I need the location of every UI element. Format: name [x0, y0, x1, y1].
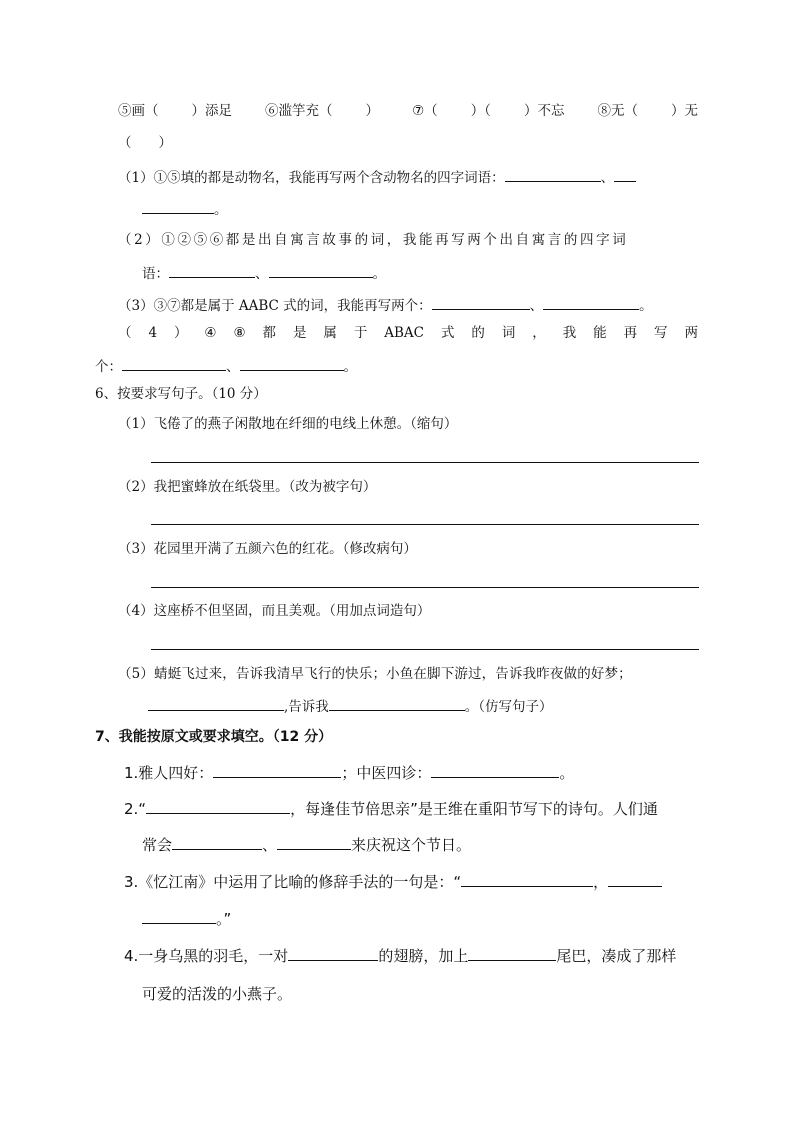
question-7-4-cont: 可爱的活泼的小燕子。 — [142, 985, 293, 1003]
q4-token: 写 — [654, 325, 668, 341]
question-5-1-text: （1）①⑤填的都是动物名，我能再写两个含动物名的四字词语： — [118, 170, 505, 186]
period: 。 — [639, 298, 653, 314]
question-6-3: （3）花园里开满了五颜六色的红花。（修改病句） — [118, 541, 417, 557]
period: 。 — [372, 266, 386, 282]
q4-token: ， — [532, 325, 546, 341]
question-7-2-e: 来庆祝这个节日。 — [351, 836, 472, 854]
answer-blank[interactable] — [288, 945, 378, 961]
answer-blank[interactable] — [142, 908, 216, 924]
answer-blank[interactable] — [432, 294, 530, 310]
q4-token: 我 — [562, 325, 577, 341]
answer-blank[interactable] — [172, 834, 262, 850]
period: 。 — [343, 359, 357, 375]
question-7-4-b: 的翅膀，加上 — [378, 947, 469, 965]
separator: 、 — [600, 170, 615, 186]
question-7-2-d: 、 — [262, 836, 278, 854]
idiom-5-start: ⑤画（ — [118, 103, 159, 119]
separator: 、 — [226, 359, 240, 375]
answer-blank[interactable] — [277, 834, 351, 850]
question-6-5-end: 。（仿写句子） — [464, 699, 553, 715]
q4-token: ④ — [204, 325, 217, 341]
q4-token: 式 — [440, 325, 455, 341]
idiom-8-blank: （ ） — [118, 135, 172, 151]
answer-blank[interactable] — [461, 871, 593, 887]
question-7-1 — [124, 762, 574, 783]
q4-token: 4 — [148, 325, 158, 341]
answer-blank[interactable] — [468, 945, 556, 961]
answer-blank[interactable] — [614, 166, 636, 182]
question-7-1-a: 1.雅人四好： — [124, 764, 214, 782]
answer-blank[interactable] — [431, 762, 559, 778]
idiom-8-end: ）无 — [670, 103, 698, 119]
question-7-4-a: 4.一身乌黑的羽毛，一对 — [124, 947, 289, 965]
question-7-2-b: ，每逢佳节倍思亲”是王维在重阳节写下的诗句。人们通 — [290, 800, 658, 818]
answer-blank[interactable] — [148, 695, 284, 711]
idiom-row — [118, 101, 698, 121]
answer-blank[interactable] — [142, 198, 214, 214]
question-7-4 — [124, 945, 676, 966]
q4-token: （ — [118, 325, 132, 341]
question-7-2-cont — [142, 834, 471, 855]
question-7-1-c: 。 — [559, 764, 575, 782]
idiom-8-start: ⑧无（ — [597, 103, 638, 119]
period: 。 — [214, 202, 228, 218]
question-5-1-cont — [142, 198, 228, 220]
question-7-2-c: 常会 — [142, 836, 173, 854]
q4-token: ） — [173, 325, 188, 341]
answer-blank[interactable] — [329, 695, 465, 711]
question-6-5-mid: ,告诉我 — [284, 699, 329, 715]
section-7-title: 7、我能按原文或要求填空。（12 分） — [95, 729, 333, 745]
question-6-4: （4）这座桥不但坚固，而且美观。（用加点词造句） — [118, 603, 431, 619]
question-7-3-b: ， — [593, 873, 609, 891]
question-5-4-label: 个： — [95, 359, 122, 375]
q4-token: 属 — [323, 325, 337, 341]
answer-blank[interactable] — [505, 166, 601, 182]
idiom-6-end: ） — [365, 103, 380, 119]
answer-blank[interactable] — [122, 355, 226, 371]
answer-blank[interactable] — [269, 262, 373, 278]
answer-line[interactable] — [151, 524, 699, 525]
q4-token: 是 — [292, 325, 307, 341]
q4-token: 能 — [593, 325, 607, 341]
question-7-2 — [124, 798, 658, 819]
answer-blank[interactable] — [169, 262, 255, 278]
answer-line[interactable] — [151, 649, 699, 650]
question-7-1-b: ；中医四诊： — [341, 764, 432, 782]
question-5-1 — [118, 166, 636, 188]
section-6-title: 6、按要求写句子。（10 分） — [95, 386, 267, 402]
question-7-3-cont — [142, 908, 231, 929]
idiom-5-end: ）添足 — [191, 103, 233, 119]
answer-blank[interactable] — [543, 294, 639, 310]
q4-token: 词 — [501, 325, 516, 341]
idiom-7-mid: ）（ — [470, 103, 491, 119]
q4-token: 再 — [623, 325, 638, 341]
q4-token: ABAC — [384, 325, 424, 341]
answer-line[interactable] — [151, 462, 699, 463]
question-5-2: （2）①②⑤⑥都是出自寓言故事的词，我能再写两个出自寓言的四字词 — [118, 232, 629, 248]
question-6-1: （1）飞倦了的燕子闲散地在纤细的电线上休憩。（缩句） — [118, 416, 458, 432]
question-5-3-text: （3）③⑦都是属于 AABC 式的词，我能再写两个： — [118, 298, 432, 314]
separator: 、 — [529, 298, 544, 314]
answer-blank[interactable] — [608, 871, 662, 887]
q4-token: 的 — [471, 325, 485, 341]
question-6-2: （2）我把蜜蜂放在纸袋里。（改为被字句） — [118, 479, 377, 495]
q4-token: 两 — [684, 325, 698, 341]
answer-blank[interactable] — [146, 798, 290, 814]
q4-token: 于 — [353, 325, 368, 341]
question-5-3 — [118, 294, 653, 316]
question-5-2-cont — [142, 262, 386, 284]
question-7-4-c: 尾巴，凑成了那样 — [556, 947, 677, 965]
question-5-4-cont — [95, 355, 357, 377]
q4-token: ⑧ — [233, 325, 246, 341]
q4-token: 都 — [262, 325, 276, 341]
answer-blank[interactable] — [240, 355, 344, 371]
question-5-2-label: 语： — [142, 266, 169, 282]
question-7-3 — [124, 871, 662, 892]
question-5-4 — [118, 323, 698, 343]
separator: 、 — [255, 266, 269, 282]
answer-line[interactable] — [151, 587, 699, 588]
idiom-6-start: ⑥滥竽充（ — [265, 103, 333, 119]
idiom-7-start: ⑦（ — [412, 103, 438, 119]
question-6-5-cont — [148, 695, 553, 717]
question-7-2-a: 2.“ — [124, 800, 147, 818]
answer-blank[interactable] — [213, 762, 341, 778]
question-6-5: （5）蜻蜓飞过来，告诉我清早飞行的快乐；小鱼在脚下游过，告诉我昨夜做的好梦； — [118, 666, 632, 682]
question-7-3-a: 3.《忆江南》中运用了比喻的修辞手法的一句是：“ — [124, 873, 462, 891]
idiom-7-end: ）不忘 — [523, 103, 565, 119]
question-7-3-c: 。” — [216, 910, 232, 928]
